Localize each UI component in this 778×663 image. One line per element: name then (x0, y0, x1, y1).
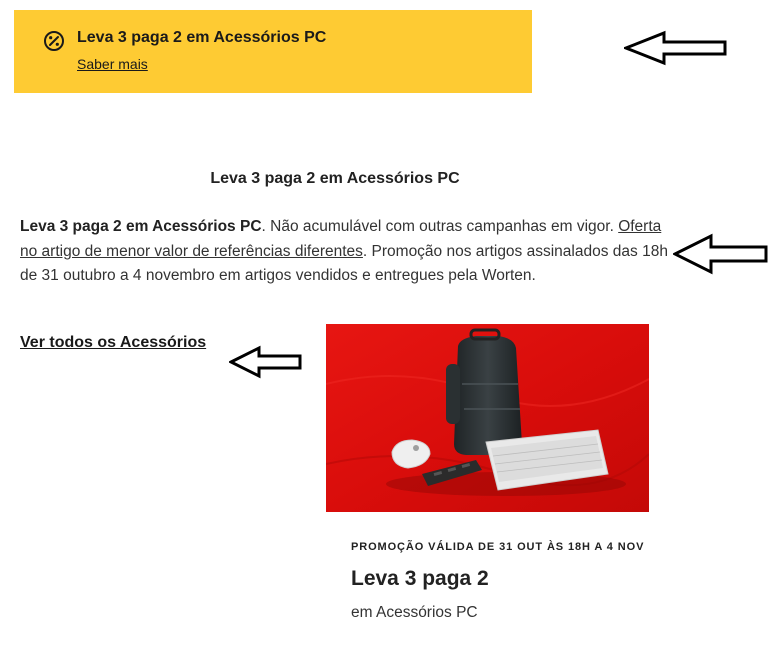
percent-badge-icon (43, 30, 65, 52)
promo-description (20, 215, 670, 289)
description-rest: . Promoção nos artigos assinalados das 18h de 31 outubro a 4 novembro em artigos vendidos e entregues pela Worten. (20, 242, 668, 284)
description-part: . Não acumulável com outras campanhas em vigor. (261, 218, 619, 235)
left-arrow-icon (229, 345, 303, 379)
promo-banner (14, 10, 532, 93)
banner-title: Leva 3 paga 2 em Acessórios PC (77, 29, 327, 46)
left-arrow-icon (673, 233, 769, 275)
description-lead: Leva 3 paga 2 em Acessórios PC (20, 218, 262, 235)
left-arrow-icon (624, 30, 728, 66)
promo-subline: em Acessórios PC (351, 604, 478, 621)
lowest-value-offer-link[interactable]: Oferta no artigo de menor valor de referências diferentes (20, 218, 662, 260)
promo-headline: Leva 3 paga 2 (351, 567, 489, 590)
promo-details-title: Leva 3 paga 2 em Acessórios PC (210, 170, 460, 187)
promo-validity: PROMOÇÃO VÁLIDA DE 31 OUT ÀS 18H A 4 NOV (351, 541, 645, 553)
saber-mais-link[interactable]: Saber mais (77, 56, 148, 72)
promo-product-image (326, 324, 649, 512)
see-all-accessories-link[interactable]: Ver todos os Acessórios (20, 334, 207, 351)
